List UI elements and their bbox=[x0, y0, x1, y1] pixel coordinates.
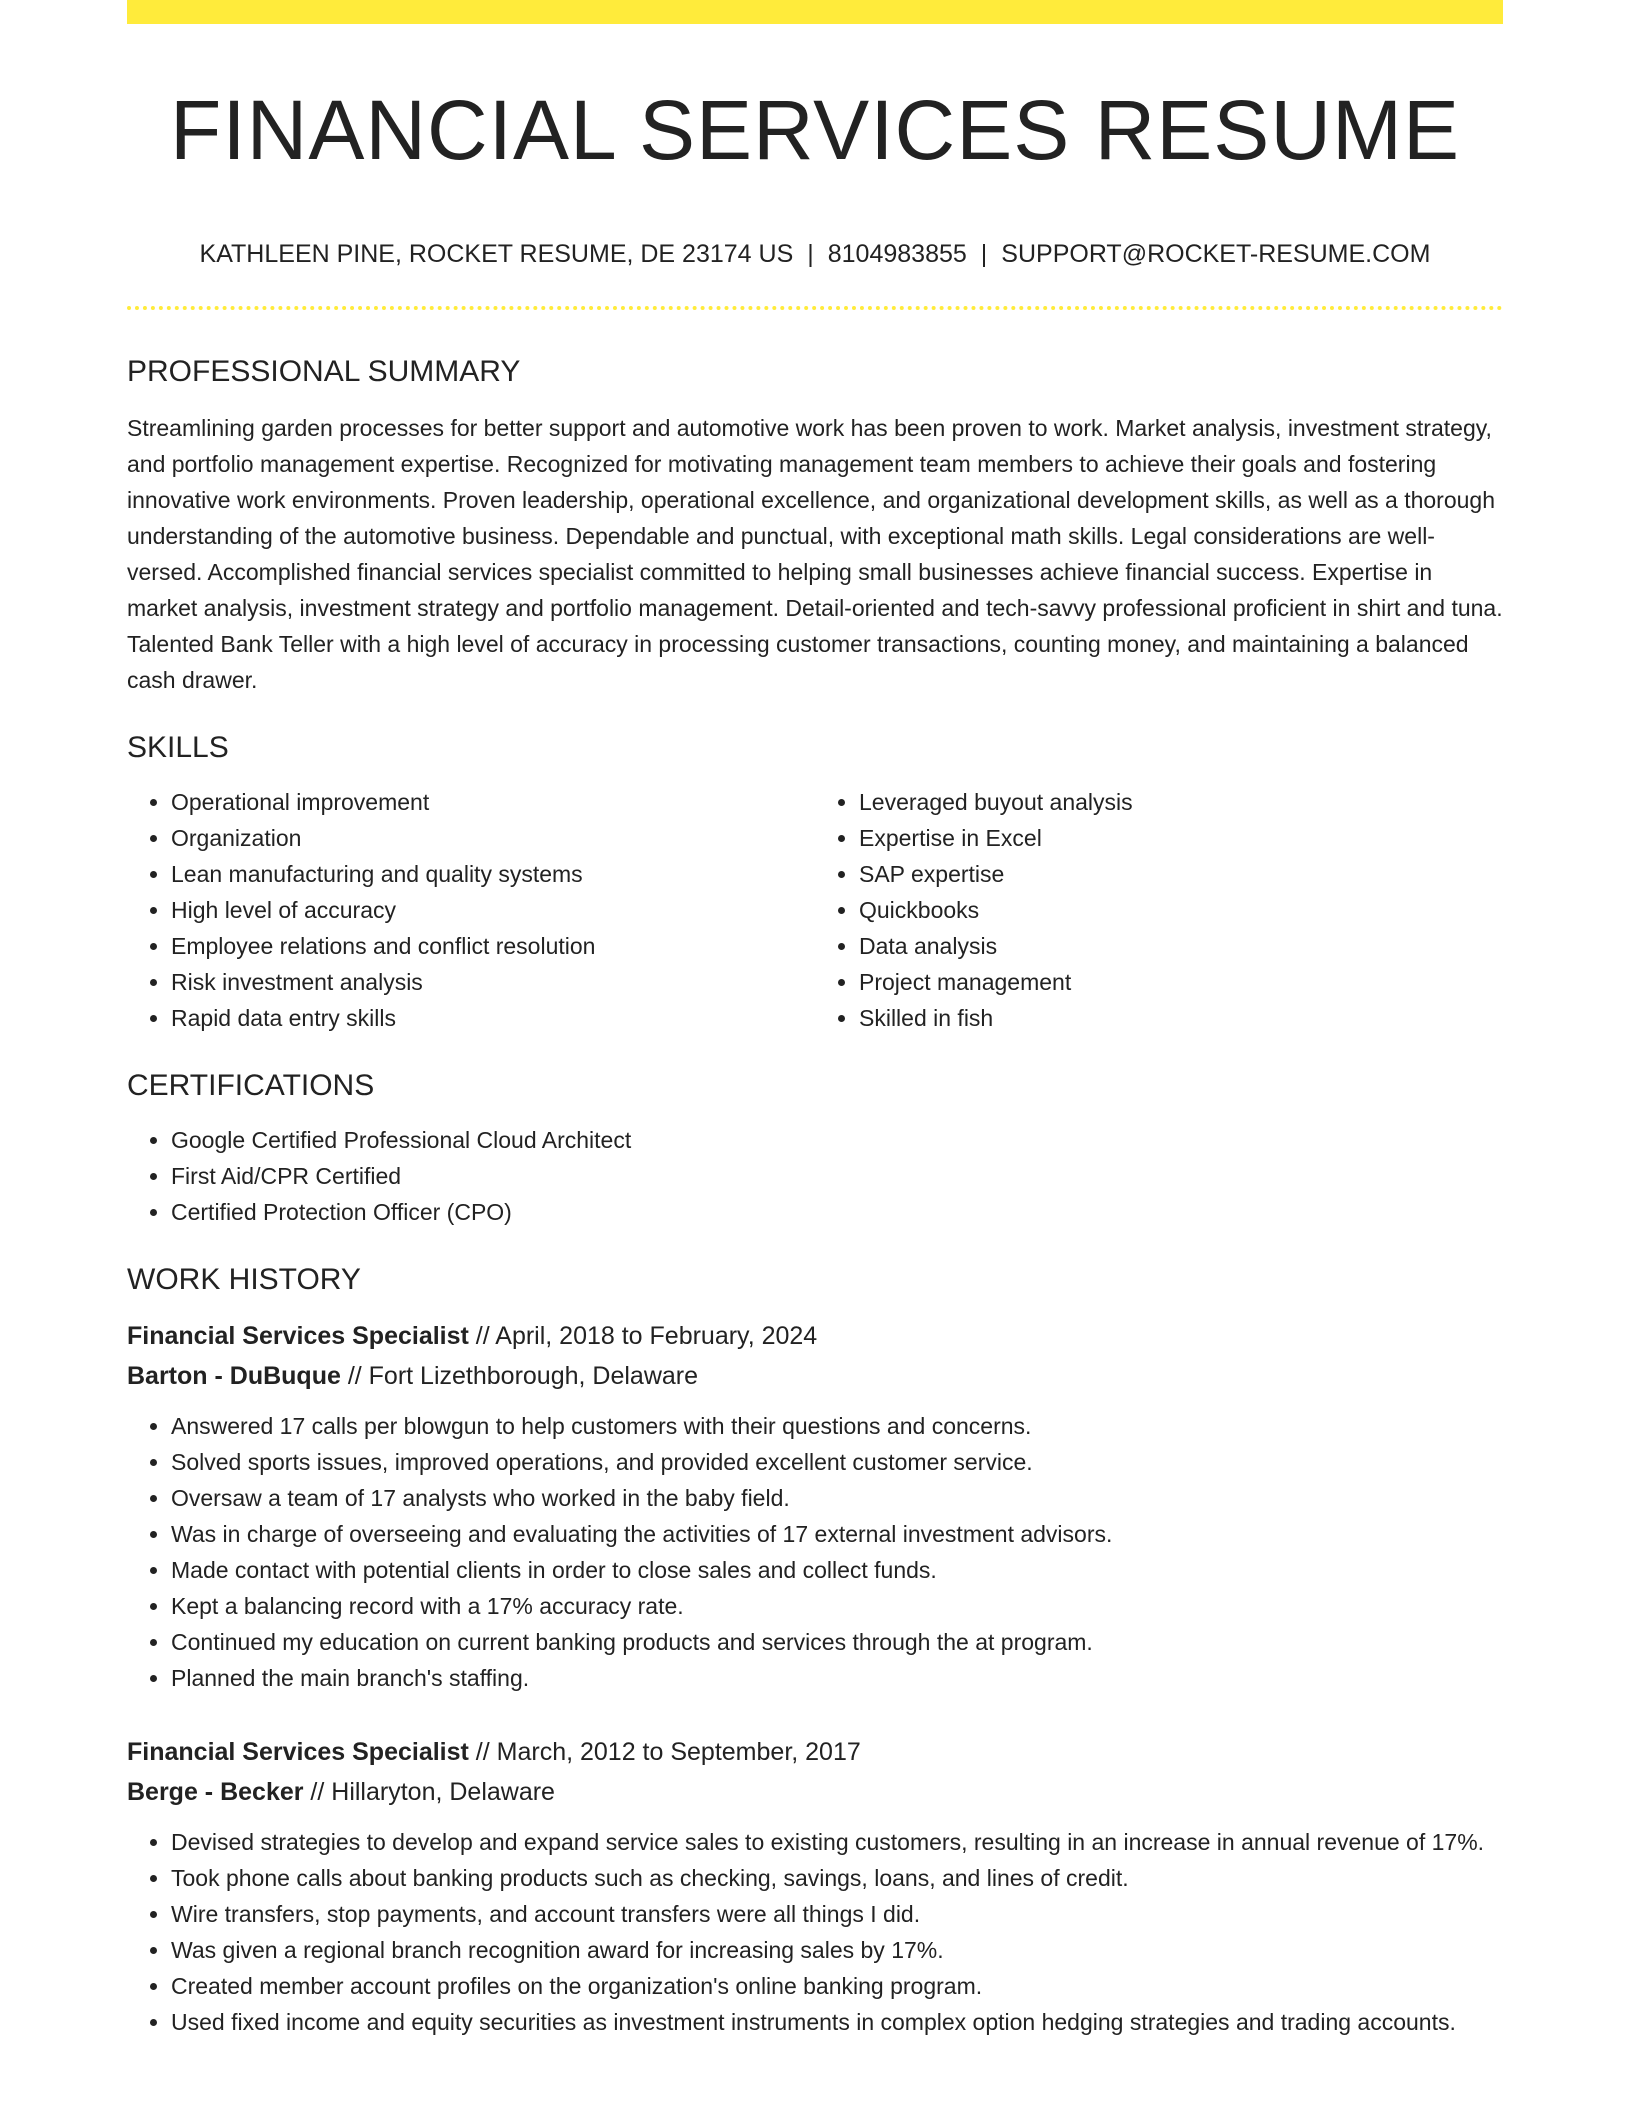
skill-item: • Skilled in fish bbox=[859, 1000, 1503, 1036]
job-company: Barton - DuBuque bbox=[127, 1362, 341, 1390]
job-location: // Hillaryton, Delaware bbox=[303, 1778, 555, 1806]
certification-item: • Certified Protection Officer (CPO) bbox=[171, 1194, 1503, 1230]
skill-item: • Leveraged buyout analysis bbox=[859, 784, 1503, 820]
job-bullet: • Solved sports issues, improved operations, and provided excellent customer service. bbox=[171, 1444, 1503, 1480]
job-bullet: • Oversaw a team of 17 analysts who worked in the baby field. bbox=[171, 1480, 1503, 1516]
contact-phone: 8104983855 bbox=[827, 240, 967, 268]
resume-content bbox=[127, 352, 1503, 2040]
contact-email: SUPPORT@ROCKET-RESUME.COM bbox=[1001, 240, 1431, 268]
skill-item: • Risk investment analysis bbox=[171, 964, 815, 1000]
job-bullets bbox=[127, 1824, 1503, 2040]
summary-text: Streamlining garden processes for better support and automotive work has been proven to work. Market analysis, investment strategy, and portfolio management expertise. Recognized for motivating management team members to achieve their goals and fostering innovative work environments. Proven leadership, operational excellence, and organizational development skills, as well as a thorough understanding of the automotive business. Dependable and punctual, with exceptional math skills. Legal considerations are well-versed. Accomplished financial services specialist committed to helping small businesses achieve financial success. Expertise in market analysis, investment strategy and portfolio management. Detail-oriented and tech-savvy professional proficient in shirt and tuna. Talented Bank Teller with a high level of accuracy in processing customer transactions, counting money, and maintaining a balanced cash drawer. bbox=[127, 415, 1503, 693]
work-history-section bbox=[127, 1260, 1503, 2040]
job-bullet: • Used fixed income and equity securities as investment instruments in complex option hedging strategies and trading accounts. bbox=[171, 2004, 1503, 2040]
job-company: Berge - Becker bbox=[127, 1778, 304, 1806]
skill-item: • Data analysis bbox=[859, 928, 1503, 964]
certifications-section bbox=[127, 1066, 1503, 1230]
skill-item: • Organization bbox=[171, 820, 815, 856]
certifications-list bbox=[127, 1122, 1503, 1230]
job-bullets bbox=[127, 1408, 1503, 1696]
job-bullet: • Wire transfers, stop payments, and account transfers were all things I did. bbox=[171, 1896, 1503, 1932]
job-bullet: • Planned the main branch's staffing. bbox=[171, 1660, 1503, 1696]
job-dates: // March, 2012 to September, 2017 bbox=[468, 1738, 861, 1766]
job-title: Financial Services Specialist bbox=[127, 1738, 469, 1766]
skills-list-left bbox=[127, 784, 815, 1036]
page-title: FINANCIAL SERVICES RESUME bbox=[170, 83, 1460, 177]
job-bullet: • Was in charge of overseeing and evaluating the activities of 17 external investment advisors. bbox=[171, 1516, 1503, 1552]
job-company-line bbox=[127, 1772, 1503, 1812]
job-bullet: • Continued my education on current banking products and services through the at program. bbox=[171, 1624, 1503, 1660]
skill-item: • Operational improvement bbox=[171, 784, 815, 820]
job-entry bbox=[127, 1316, 1503, 1696]
job-company-line bbox=[127, 1356, 1503, 1396]
job-bullet: • Kept a balancing record with a 17% accuracy rate. bbox=[171, 1588, 1503, 1624]
work-history-heading: WORK HISTORY bbox=[127, 1263, 361, 1296]
skill-item: • Quickbooks bbox=[859, 892, 1503, 928]
skill-item: • Expertise in Excel bbox=[859, 820, 1503, 856]
skills-section bbox=[127, 728, 1503, 1036]
job-title-line bbox=[127, 1316, 1503, 1356]
accent-bar bbox=[127, 0, 1503, 24]
contact-address: KATHLEEN PINE, ROCKET RESUME, DE 23174 US bbox=[199, 240, 794, 268]
contact-separator: | bbox=[807, 240, 814, 268]
skill-item: • Employee relations and conflict resolution bbox=[171, 928, 815, 964]
summary-heading: PROFESSIONAL SUMMARY bbox=[127, 355, 521, 388]
job-bullet: • Took phone calls about banking products such as checking, savings, loans, and lines of credit. bbox=[171, 1860, 1503, 1896]
job-bullet: • Answered 17 calls per blowgun to help customers with their questions and concerns. bbox=[171, 1408, 1503, 1444]
job-bullet: • Made contact with potential clients in order to close sales and collect funds. bbox=[171, 1552, 1503, 1588]
certification-item: • First Aid/CPR Certified bbox=[171, 1158, 1503, 1194]
job-bullet: • Created member account profiles on the organization's online banking program. bbox=[171, 1968, 1503, 2004]
skill-item: • Project management bbox=[859, 964, 1503, 1000]
job-location: // Fort Lizethborough, Delaware bbox=[340, 1362, 699, 1390]
summary-section bbox=[127, 352, 1503, 698]
contact-line bbox=[127, 236, 1503, 272]
contact-separator: | bbox=[980, 240, 988, 268]
job-entry bbox=[127, 1732, 1503, 2040]
job-title-line bbox=[127, 1732, 1503, 1772]
job-bullet: • Was given a regional branch recognition award for increasing sales by 17%. bbox=[171, 1932, 1503, 1968]
dotted-divider bbox=[127, 306, 1503, 310]
skill-item: • Lean manufacturing and quality systems bbox=[171, 856, 815, 892]
skill-item: • High level of accuracy bbox=[171, 892, 815, 928]
skills-columns bbox=[127, 784, 1503, 1036]
certifications-heading: CERTIFICATIONS bbox=[127, 1069, 375, 1102]
skills-list-right bbox=[815, 784, 1503, 1036]
skills-heading: SKILLS bbox=[127, 731, 229, 764]
skill-item: • SAP expertise bbox=[859, 856, 1503, 892]
job-dates: // April, 2018 to February, 2024 bbox=[468, 1322, 818, 1350]
certification-item: • Google Certified Professional Cloud Architect bbox=[171, 1122, 1503, 1158]
skill-item: • Rapid data entry skills bbox=[171, 1000, 815, 1036]
job-bullet: • Devised strategies to develop and expand service sales to existing customers, resulting in an increase in annual revenue of 17%. bbox=[171, 1824, 1503, 1860]
job-title: Financial Services Specialist bbox=[127, 1322, 469, 1350]
